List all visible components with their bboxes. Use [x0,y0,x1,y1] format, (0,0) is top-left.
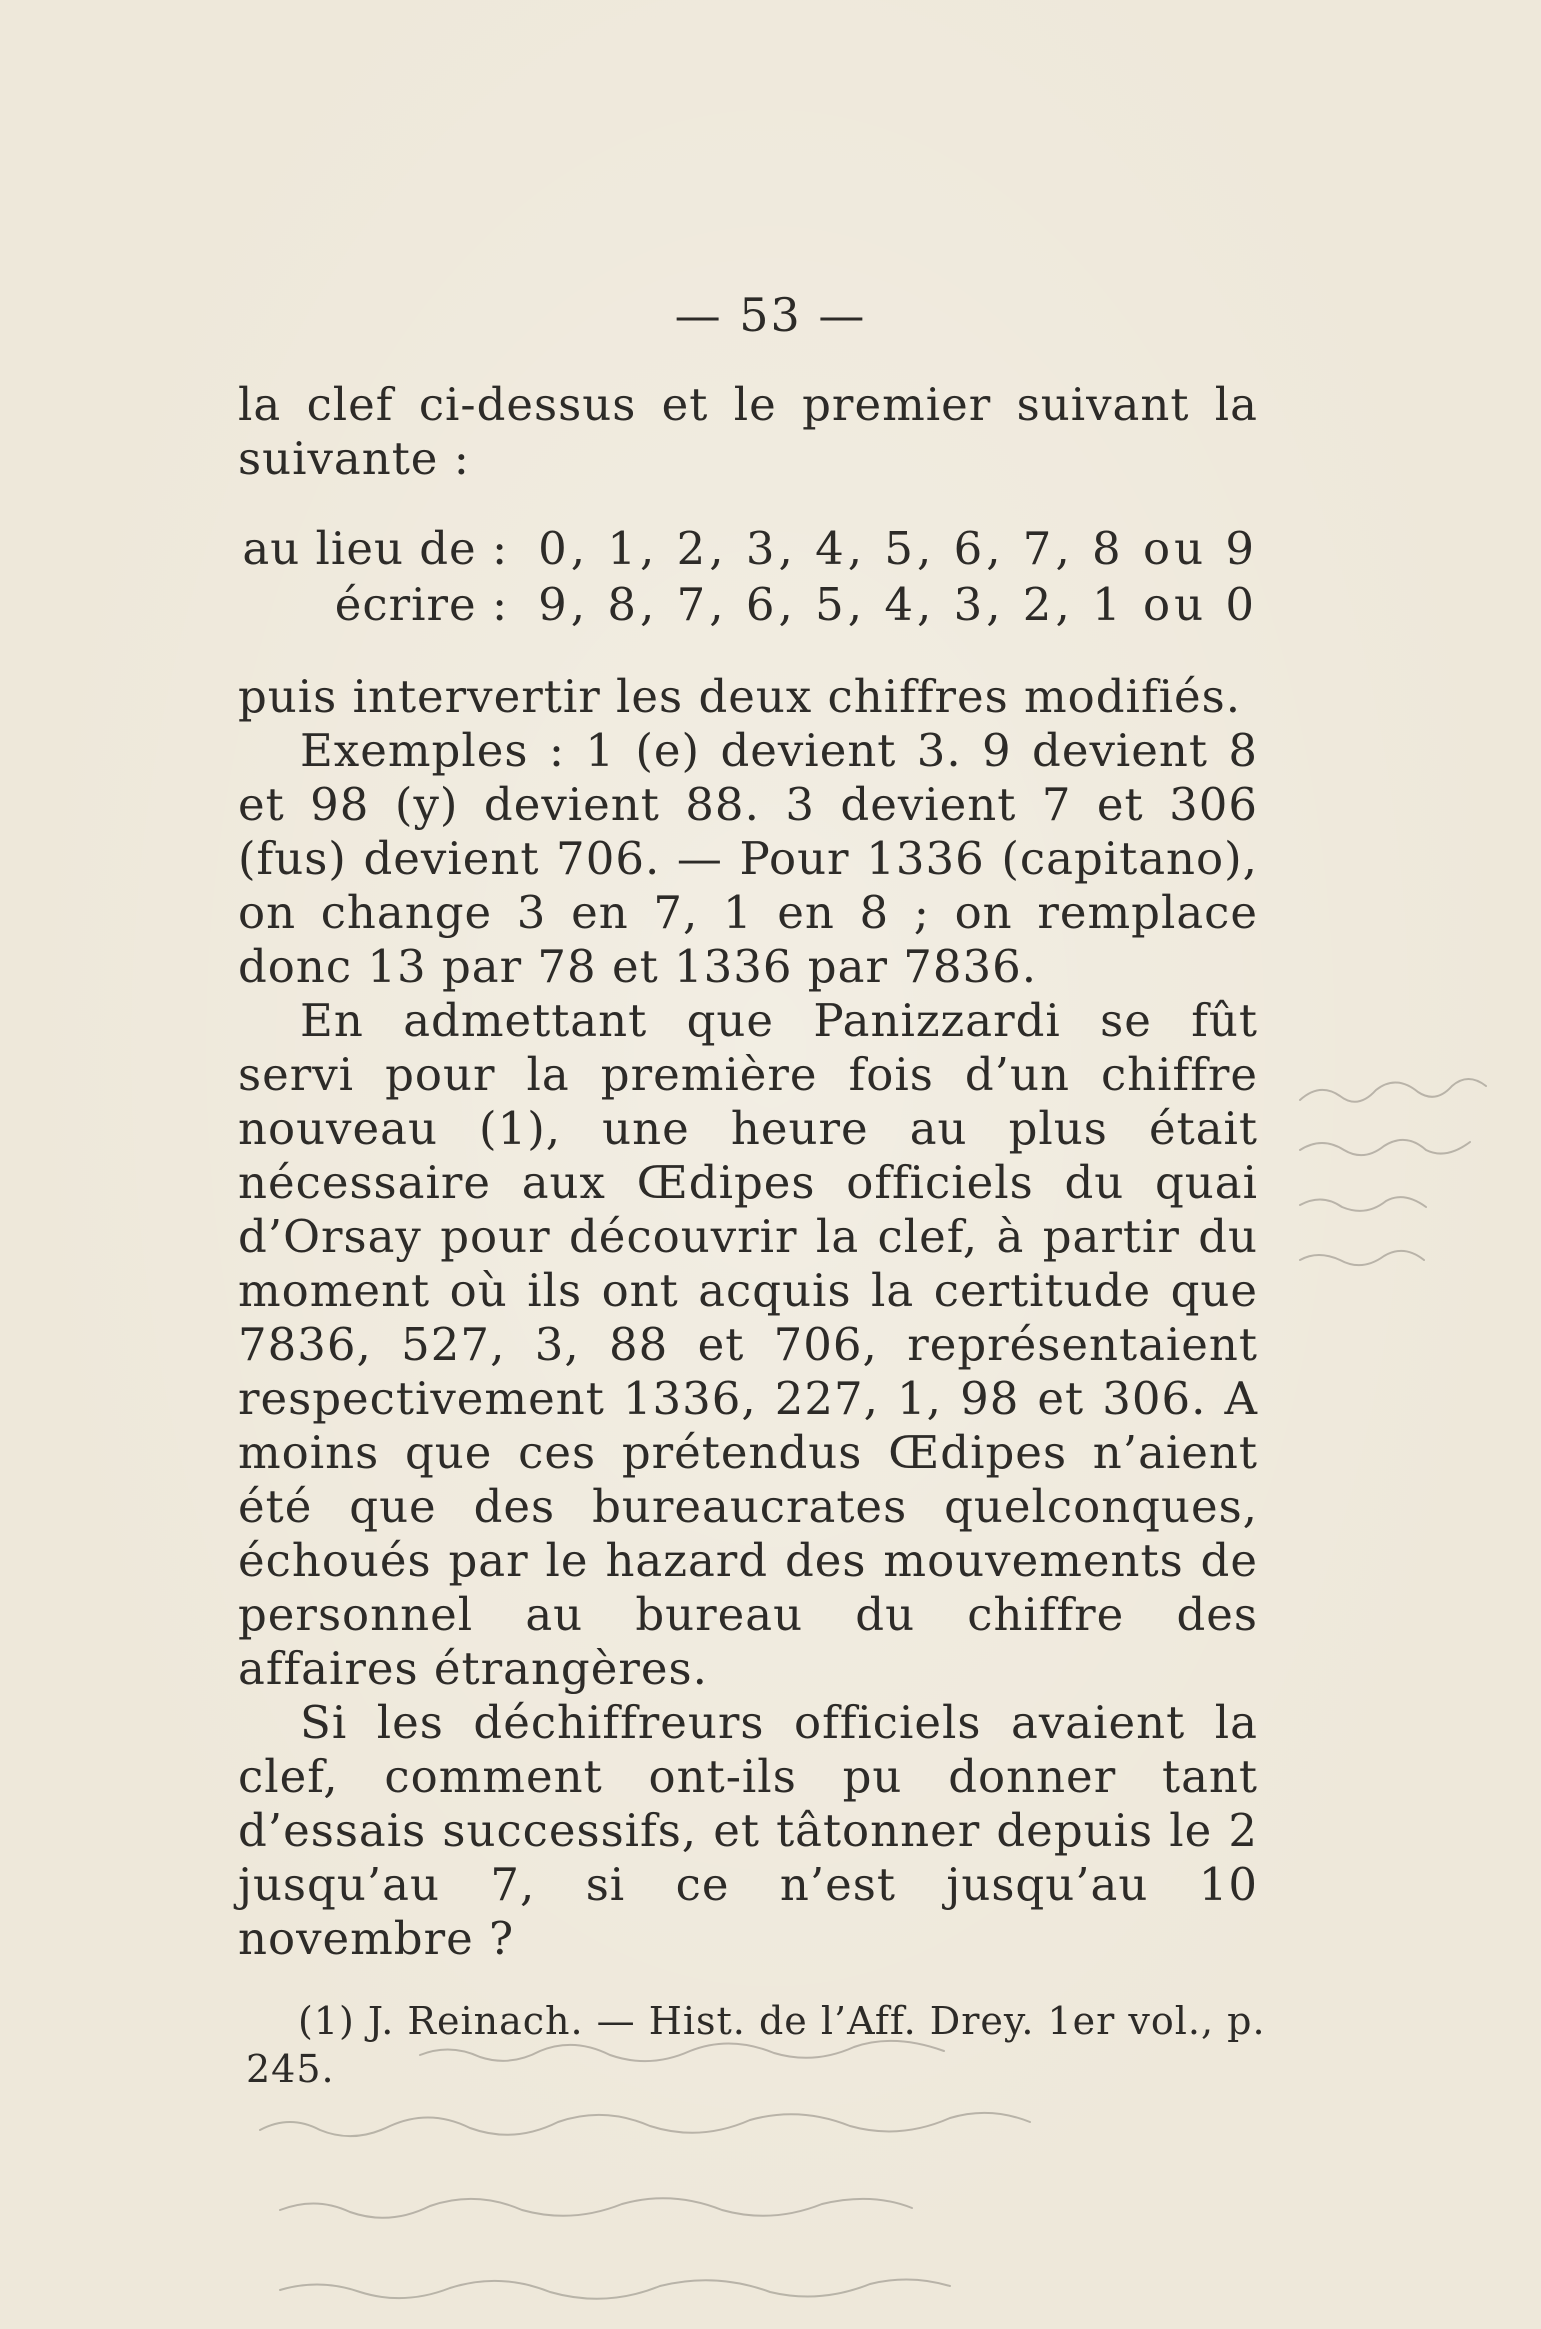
table-row [238,522,1258,578]
page-number: — 53 — [674,288,867,342]
table-row-values: 0, 1, 2, 3, 4, 5, 6, 7, 8 ou 9 [538,522,1258,575]
footnote: (1) J. Reinach. — Hist. de l’Aff. Drey. 1er vol., p. 245. [246,1999,1266,2091]
intro-paragraph: la clef ci-dessus et le premier suivant la suivante : [238,378,1258,485]
table-row [238,578,1258,634]
paragraph: puis intervertir les deux chiffres modifiés. [238,670,1242,723]
table-row-label: écrire : [334,578,509,631]
footnote-area [246,1997,1286,2093]
substitution-table [238,522,1258,634]
paragraph: Si les déchiffreurs officiels avaient la clef, comment ont-ils pu donner tant d’essais successifs, et tâtonner depuis le 2 jusqu’au 7, si ce n’est jusqu’au 10 novembre ? [238,1696,1258,1965]
table-row-label: au lieu de : [242,522,509,575]
main-text [238,378,1258,1966]
paragraph: En admettant que Panizzardi se fût servi pour la première fois d’un chiffre nouveau (1), une heure au plus était nécessaire aux Œdipes officiels du quai d’Orsay pour découvrir la clef, à partir du moment où ils ont acquis la certitude que 7836, 527, 3, 88 et 706, représentaient respectivement 1336, 227, 1, 98 et 306. A moins que ces prétendus Œdipes n’aient été que des bureaucrates quelconques, échoués par le hazard des mouvements de personnel au bureau du chiffre des affaires étrangères. [238,994,1258,1695]
paragraph: Exemples : 1 (e) devient 3. 9 devient 8 et 98 (y) devient 88. 3 devient 7 et 306 (fus) devient 706. — Pour 1336 (capitano), on change 3 en 7, 1 en 8 ; on remplace donc 13 par 78 et 1336 par 7836. [238,724,1258,993]
table-row-values: 9, 8, 7, 6, 5, 4, 3, 2, 1 ou 0 [538,578,1258,631]
